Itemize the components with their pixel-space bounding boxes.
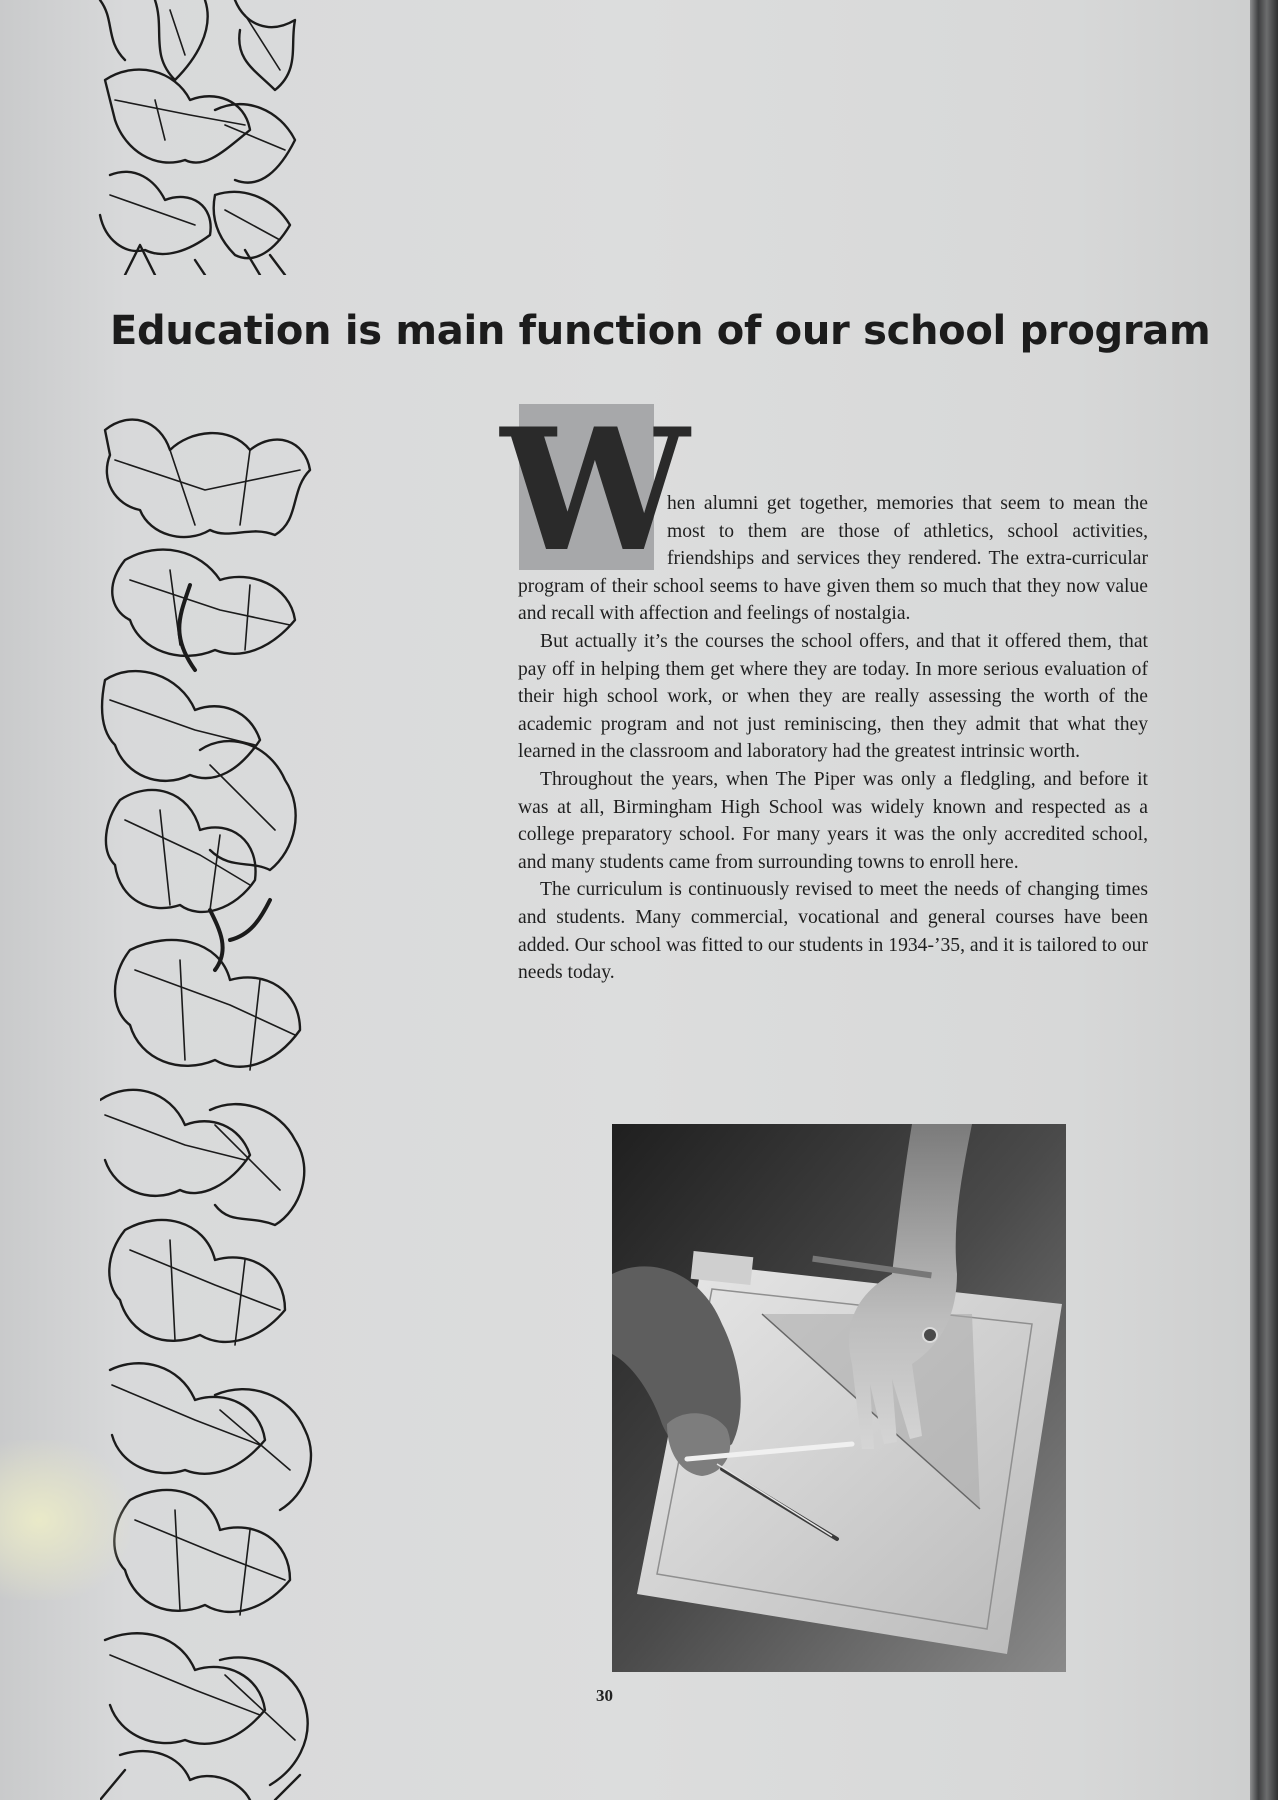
page-number: 30 <box>596 1686 613 1705</box>
book-binding-edge <box>1250 0 1278 1800</box>
paragraph-4: The curriculum is continuously revised to meet the needs of changing times and students. Many commercial, vocational and general courses have been added. Our school was fitted to our students in 1934-’35, and it is tailored to our needs today. <box>518 879 1148 984</box>
leaf-vine-ornament-side <box>100 410 320 1800</box>
photo-glare <box>0 1440 130 1600</box>
paragraph-2: But actually it’s the courses the school offers, and that it offered them, that pay off in helping them get where they are today. In more serious evaluation of their high school work, or when they are really assessing the worth of the academic program and not just reminiscing, then they admit that what they learned in the classroom and laboratory had the greatest intrinsic worth. <box>518 630 1148 763</box>
photo-drafting-hands <box>612 1124 1066 1672</box>
paragraph-1: hen alumni get together, memories that seem to mean the most to them are those of athletics, school activities, friendships and services they rendered. The extra-curricular program of their school seems to have given them so much that they now value and recall with affection and feelings of nostalgia. <box>518 493 1148 625</box>
headline: Education is main function of our school program <box>110 308 1211 354</box>
article-body <box>518 490 1148 987</box>
drop-cap-letter: W <box>500 391 690 589</box>
leaf-vine-ornament-top <box>95 0 305 275</box>
paragraph-3: Throughout the years, when The Piper was only a fledgling, and before it was at all, Birmingham High School was widely known and respected as a college preparatory school. For many years it was the only accredited school, and many students came from surrounding towns to enroll here. <box>518 768 1148 873</box>
